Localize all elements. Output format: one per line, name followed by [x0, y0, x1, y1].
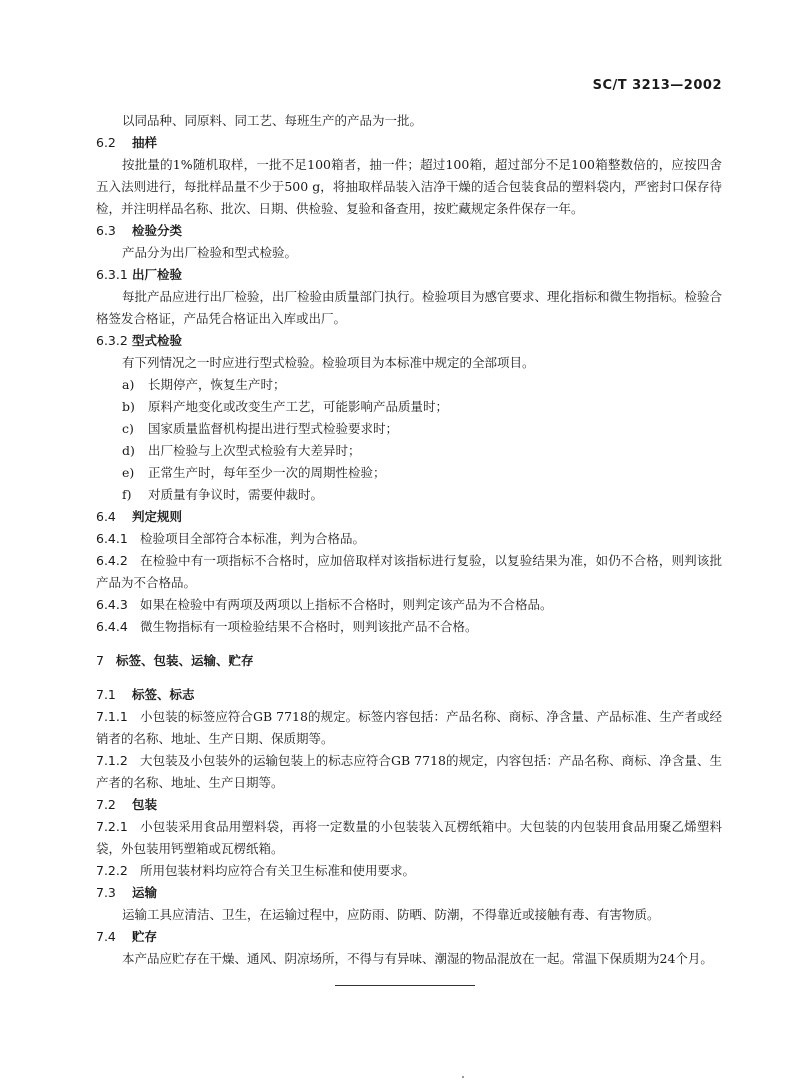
clause-7-1-1: 7.1.1 小包装的标签应符合GB 7718的规定。标签内容包括：产品名称、商标、净含量、产品标准、生产者或经销者的名称、地址、生产日期、保质期等。 — [96, 709, 722, 746]
clause-7-2-2: 7.2.2 所用包装材料均应符合有关卫生标准和使用要求。 — [96, 863, 416, 878]
heading-6-3: 6.3 检验分类 — [96, 223, 183, 238]
standard-code: SC/T 3213—2002 — [592, 78, 722, 93]
end-rule-divider — [335, 985, 475, 986]
clause-7-2-1: 7.2.1 小包装采用食品用塑料袋，再将一定数量的小包装装入瓦楞纸箱中。大包装的内包装用食品用聚乙烯塑料袋，外包装用钙塑箱或瓦楞纸箱。 — [96, 819, 722, 856]
heading-7-3: 7.3 运输 — [96, 885, 158, 900]
paragraph-type-inspection: 有下列情况之一时应进行型式检验。检验项目为本标准中规定的全部项目。 — [122, 355, 535, 370]
list-item: f) 对质量有争议时，需要仲裁时。 — [122, 487, 324, 502]
heading-6-2: 6.2 抽样 — [96, 135, 158, 150]
paragraph-factory-inspection: 每批产品应进行出厂检验，出厂检验由质量部门执行。检验项目为感官要求、理化指标和微生物指标。检验合格签发合格证，产品凭合格证出入库或出厂。 — [96, 289, 723, 326]
list-item: c) 国家质量监督机构提出进行型式检验要求时； — [122, 421, 399, 436]
page-dot-mark — [462, 1076, 464, 1078]
clause-6-4-4: 6.4.4 微生物指标有一项检验结果不合格时，则判该批产品不合格。 — [96, 619, 478, 634]
heading-7: 7 标签、包装、运输、贮存 — [96, 653, 254, 668]
paragraph-batch: 以同品种、同原料、同工艺、每班生产的产品为一批。 — [122, 113, 423, 128]
list-item: d) 出厂检验与上次型式检验有大差异时； — [122, 443, 361, 458]
list-item: a) 长期停产，恢复生产时； — [122, 377, 286, 392]
paragraph-classification: 产品分为出厂检验和型式检验。 — [122, 245, 298, 260]
heading-7-1: 7.1 标签、标志 — [96, 687, 195, 702]
clause-6-4-1: 6.4.1 检验项目全部符合本标准，判为合格品。 — [96, 531, 366, 546]
clause-6-4-2: 6.4.2 在检验中有一项指标不合格时，应加倍取样对该指标进行复验，以复验结果为准，如仍不合格，则判该批产品为不合格品。 — [96, 553, 722, 590]
list-item: b) 原料产地变化或改变生产工艺，可能影响产品质量时； — [122, 399, 449, 414]
paragraph-storage: 本产品应贮存在干燥、通风、阴凉场所，不得与有异味、潮湿的物品混放在一起。常温下保质期为24个月。 — [122, 951, 713, 966]
heading-7-2: 7.2 包装 — [96, 797, 158, 812]
list-item: e) 正常生产时，每年至少一次的周期性检验； — [122, 465, 386, 480]
heading-7-4: 7.4 贮存 — [96, 929, 158, 944]
heading-6-3-1: 6.3.1 出厂检验 — [96, 267, 183, 282]
paragraph-sampling: 按批量的1%随机取样，一批不足100箱者，抽一件；超过100箱，超过部分不足100箱整数倍的，应按四舍五入法则进行，每批样品量不少于500 g，将抽取样品装入洁净干燥的适合包装食品的塑料袋内，严密封口保存待检，并注明样品名称、批次、日期、供检验、复验和备查用，按贮藏规定条件保存一年。 — [96, 157, 722, 216]
heading-6-4: 6.4 判定规则 — [96, 509, 183, 524]
paragraph-transport: 运输工具应清洁、卫生，在运输过程中，应防雨、防晒、防潮，不得靠近或接触有毒、有害物质。 — [122, 907, 660, 922]
document-body — [96, 110, 722, 970]
clause-6-4-3: 6.4.3 如果在检验中有两项及两项以上指标不合格时，则判定该产品为不合格品。 — [96, 597, 553, 612]
heading-6-3-2: 6.3.2 型式检验 — [96, 333, 183, 348]
clause-7-1-2: 7.1.2 大包装及小包装外的运输包装上的标志应符合GB 7718的规定，内容包括：产品名称、商标、净含量、生产者的名称、地址、生产日期等。 — [96, 753, 722, 790]
